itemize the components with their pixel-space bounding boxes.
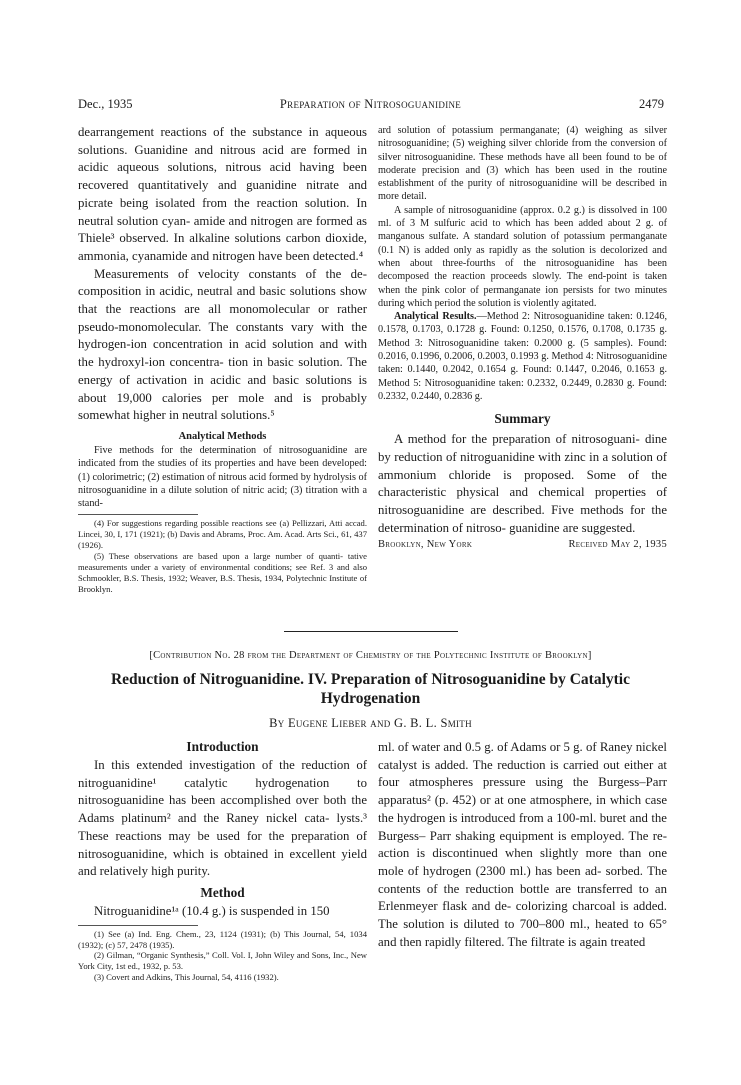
page-number: 2479	[639, 97, 664, 111]
footnote-rule	[78, 514, 198, 515]
body-paragraph: ard solution of potassium permanganate; (4) weighing as silver nitrosoguanidine; (5) weighing silver chloride from the conversion of silver nitrosoguanidine. These methods have all been found to be of moderate precision and (3) which has been used in the routine establishment of the purity of nitrosoguanidine will be described in more detail.	[378, 125, 667, 203]
analytical-results-label: Analytical Results.	[394, 311, 477, 323]
right-column	[378, 124, 667, 550]
section-heading-analytical-methods: Analytical Methods	[178, 430, 267, 442]
introduction-text: In this extended investigation of the reduction of nitroguanidine¹ catalytic hydrogenation to nitrosoguanidine has been accomplished over both the Adams platinum² and the Raney nickel cata- lysts.³ These reactions may be used for the preparation of nitrosoguanidine, which is obtained in excellent yield and relatively high purity.	[78, 758, 367, 879]
section-heading-method: Method	[200, 884, 245, 900]
contribution-line: [Contribution No. 28 from the Department of Chemistry of the Polytechnic Institute of Brooklyn]	[149, 650, 592, 661]
lower-right-column	[378, 739, 667, 951]
body-paragraph: ml. of water and 0.5 g. of Adams or 5 g. of Raney nickel catalyst is added. The reduction is carried out either at four atmospheres pressure using the Burgess–Parr apparatus² (p. 452) or at one atmosphere, in which case the hydrogen is introduced from a 100-ml. buret and the Burgess– Parr shaking equipment is employed. The re- action is discontinued when slightly more than one mole of hydrogen (2300 ml.) has been ad- sorbed. The contents of the reduction bottle are transferred to an Erlenmeyer flask and de- colorizing charcoal is added. The solution is diluted to 700–800 ml., heated to 65° and then rapidly filtered. The filtrate is again treated	[378, 740, 667, 949]
footnote: (2) Gilman, “Organic Synthesis,” Coll. Vol. I, John Wiley and Sons, Inc., New York City, 1st ed., 1932, p. 53.	[78, 950, 367, 972]
footnote: (1) See (a) Ind. Eng. Chem., 23, 1124 (1931); (b) This Journal, 54, 1034 (1932); (c) 57, 2478 (1935).	[78, 928, 367, 950]
section-heading-summary: Summary	[494, 411, 551, 427]
analytical-methods-text: Five methods for the determination of nitrosoguanidine are indicated from the studies of its properties and have been developed: (1) colorimetric; (2) estimation of nitrous acid formed by hydrolysis of nitrosoguanidine in a dilute solution of nitric acid; (3) titration with a stand-	[78, 444, 367, 510]
footnote: (3) Covert and Adkins, This Journal, 54, 4116 (1932).	[94, 972, 279, 983]
article-title	[60, 670, 681, 708]
received-date: Received May 2, 1935	[568, 539, 667, 551]
running-title: Preparation of Nitrosoguanidine	[279, 97, 462, 111]
body-paragraph: A sample of nitrosoguanidine (approx. 0.2 g.) is dissolved in 100 ml. of 3 M sulfuric acid to which has been added about 2 g. of manganous sulfate. A standard solution of potassium permanganate (0.1 N) is added only as rapidly as the solution is decolorized and when about three-fourths of the nitrosoguanidine has been decomposed the reaction proceeds slowly. The end-point is taken when the pink color of permanganate ion persists for two minutes during which period the solution is violently agitated.	[378, 204, 667, 309]
body-paragraph: dearrangement reactions of the substance in aqueous solutions. Guanidine and nitrous acid are formed in acidic aqueous solutions, nitrous acid having been recovered quantitatively and guanidine nitrate and picrate being isolated from the reaction solution. In neutral solution cyan- amide and nitrogen are formed as Thiele³ observed. In alkaline solutions carbon dioxide, ammonia, cyanamide and nitrogen have been detected.⁴	[78, 125, 367, 263]
footnote: (4) For suggestions regarding possible reactions see (a) Pellizzari, Atti accad. Lincei, 30, I, 171 (1921); (b) Davis and Abrams, Proc. Am. Acad. Arts Sci., 61, 437 (1926).	[78, 518, 367, 551]
method-text: Nitroguanidine¹ᵃ (10.4 g.) is suspended in 150	[94, 903, 330, 918]
lower-left-column	[78, 739, 367, 983]
location: Brooklyn, New York	[378, 539, 473, 551]
summary-text: A method for the preparation of nitrosoguani- dine by reduction of nitroguanidine with zinc in a solution of ammonium chloride is proposed. Some of the characteristic physical and chemical properties of nitrosoguanidine are described. Five methods for the determination of nitroso- guanidine are suggested.	[378, 432, 667, 535]
body-paragraph: Measurements of velocity constants of the de- composition in acidic, neutral and basic solutions show that the reactions are all monomolecular or rather pseudo-monomolecular. The constants vary with the hydrogen-ion concentration in acid solution and with the hydroxyl-ion concentra- tion in basic solution. The energy of activation in acidic and basic solutions is about 19,000 calories per mole and is probably somewhat higher in neutral solutions.⁵	[78, 266, 367, 423]
section-heading-introduction: Introduction	[186, 739, 259, 754]
left-column	[78, 124, 367, 595]
title-line-1: Reduction of Nitroguanidine. IV. Preparation of Nitrosoguanidine by Catalytic	[110, 671, 630, 688]
title-line-2: Hydrogenation	[320, 690, 421, 707]
analytical-results-text: —Method 2: Nitrosoguanidine taken: 0.1246, 0.1578, 0.1703, 0.1728 g. Found: 0.1250, 0.1576, 0.1708, 0.1735 g. Method 3: Nitrosoguanidine taken: 0.2000 g. (5 samples). Found: 0.2016, 0.1996, 0.2006, 0.2003, 0.1993 g. Method 4: Nitrosoguanidine taken: 0.1440, 0.2042, 0.1654 g. Found: 0.1447, 0.2046, 0.1653 g. Method 5: Nitrosoguanidine taken: 0.2332, 0.2449, 0.2830 g. Found: 0.2332, 0.2440, 0.2836 g.	[378, 311, 667, 402]
footnote-rule	[78, 925, 198, 926]
running-date: Dec., 1935	[78, 97, 133, 111]
byline: By Eugene Lieber and G. B. L. Smith	[269, 716, 472, 730]
received-line	[378, 539, 667, 550]
analytical-results	[378, 310, 667, 403]
article-separator	[284, 631, 458, 632]
footnote: (5) These observations are based upon a large number of quanti- tative measurements under a variety of environmental conditions; see Ref. 3 and also Schmookler, B.S. Thesis, 1932; Weaver, B.S. Thesis, 1934, Polytechnic Institute of Brooklyn.	[78, 551, 367, 594]
